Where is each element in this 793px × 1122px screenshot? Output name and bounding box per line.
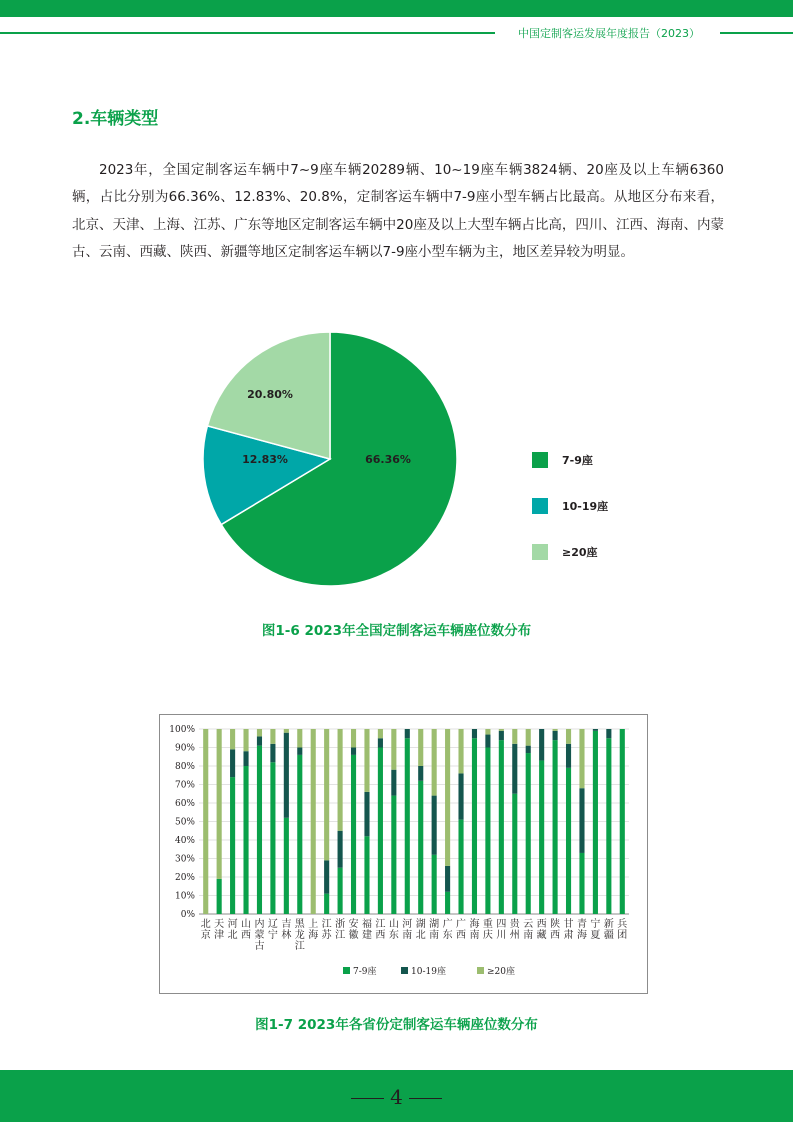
bar-segment <box>458 820 463 914</box>
bar-segment <box>485 729 490 735</box>
bar-segment <box>579 788 584 853</box>
page-number-value: 4 <box>390 1085 403 1109</box>
bar-segment <box>432 855 437 914</box>
x-tick-label: 黑 <box>294 919 305 930</box>
bar-segment <box>472 729 477 738</box>
legend-label: 10-19座 <box>411 967 446 977</box>
legend-label: 10-19座 <box>562 500 609 513</box>
x-tick-label: 古 <box>254 941 265 952</box>
bar-segment <box>257 729 262 736</box>
x-tick-label: 疆 <box>603 930 614 941</box>
bar-segment <box>579 729 584 788</box>
legend-item <box>532 544 608 560</box>
legend-label: 7-9座 <box>353 967 377 977</box>
x-tick-label: 南 <box>469 930 480 941</box>
legend-swatch <box>401 967 408 974</box>
x-tick-label: 广 <box>442 919 453 930</box>
bar-segment <box>297 755 302 914</box>
bar-segment <box>351 755 356 914</box>
bar-segment <box>243 766 248 914</box>
x-tick-label: 宁 <box>590 919 601 930</box>
bar-segment <box>445 866 450 892</box>
bar-segment <box>230 777 235 914</box>
x-tick-label: 广 <box>456 919 467 930</box>
bar-segment <box>230 749 235 777</box>
bar-segment <box>364 836 369 914</box>
x-tick-label: 浙 <box>335 919 346 930</box>
x-tick-label: 甘 <box>563 919 574 930</box>
x-tick-label: 北 <box>415 930 426 941</box>
y-tick-label: 50% <box>174 817 195 828</box>
bar-segment <box>378 738 383 747</box>
x-tick-label: 天 <box>214 919 225 930</box>
bar-segment <box>324 894 329 914</box>
x-tick-label: 陕 <box>550 919 561 930</box>
bar-segment <box>606 738 611 914</box>
body-paragraph: 2023年，全国定制客运车辆中7~9座车辆20289辆、10~19座车辆3824辆、20座及以上车辆6360辆，占比分别为66.36%、12.83%、20.8%，定制客运车辆中7-9座小型车辆占比最高。从地区分布来看，北京、天津、上海、江苏、广东等地区定制客运车辆中20座及以上大型车辆占比高，四川、江西、海南、内蒙古、云南、西藏、陕西、新疆等地区定制客运车辆以7-9座小型车辆为主，地区差异较为明显。 <box>72 162 724 260</box>
bar-segment <box>526 729 531 746</box>
bar-segment <box>257 736 262 745</box>
header-rule-right <box>720 32 793 34</box>
bar-segment <box>351 729 356 748</box>
legend-label: 7-9座 <box>562 454 593 467</box>
x-tick-label: 北 <box>200 919 211 930</box>
y-tick-label: 10% <box>174 891 195 902</box>
bar-segment <box>405 738 410 914</box>
bar-segment <box>432 729 437 796</box>
legend-swatch <box>532 544 548 560</box>
bar-segment <box>391 770 396 796</box>
y-tick-label: 20% <box>174 873 195 883</box>
y-tick-label: 60% <box>174 799 195 809</box>
x-tick-label: 川 <box>496 930 507 941</box>
y-tick-label: 80% <box>174 762 195 772</box>
bar-segment <box>593 729 598 731</box>
x-tick-label: 庆 <box>482 930 493 941</box>
x-tick-label: 西 <box>241 930 252 941</box>
x-tick-label: 江 <box>321 919 332 930</box>
bar-segment <box>338 868 343 914</box>
x-tick-label: 西 <box>375 930 386 941</box>
x-tick-label: 宁 <box>267 930 278 941</box>
x-tick-label: 福 <box>361 919 372 930</box>
x-tick-label: 吉 <box>281 919 292 930</box>
bar-segment <box>499 731 504 740</box>
x-tick-label: 南 <box>523 930 534 941</box>
legend-item <box>532 452 608 468</box>
bar-segment <box>297 748 302 755</box>
bar-segment <box>512 794 517 914</box>
stacked-bar-chart-frame <box>159 714 648 994</box>
bar-segment <box>270 744 275 763</box>
bar-segment <box>284 733 289 818</box>
x-tick-label: 蒙 <box>254 930 265 941</box>
x-tick-label: 龙 <box>294 930 305 941</box>
x-tick-label: 海 <box>308 930 319 941</box>
x-tick-label: 辽 <box>267 919 278 930</box>
y-tick-label: 100% <box>169 725 195 735</box>
x-tick-label: 湖 <box>429 919 440 930</box>
bar-segment <box>445 729 450 866</box>
bar-segment <box>566 768 571 914</box>
x-tick-label: 四 <box>496 919 507 930</box>
page-number <box>0 1085 793 1109</box>
x-tick-label: 林 <box>281 930 292 941</box>
bar-segment <box>553 740 558 914</box>
bar-segment <box>324 729 329 860</box>
bar-segment <box>364 729 369 792</box>
bar-segment <box>472 738 477 914</box>
bar-segment <box>526 753 531 914</box>
bar-segment <box>485 735 490 748</box>
x-tick-label: 京 <box>200 930 211 941</box>
y-tick-label: 30% <box>174 854 195 865</box>
section-title: 2.车辆类型 <box>72 109 159 129</box>
page-number-rule-right <box>409 1098 442 1099</box>
x-tick-label: 山 <box>388 919 399 930</box>
x-tick-label: 上 <box>308 919 319 930</box>
bar-segment <box>243 751 248 766</box>
header-rule-left <box>0 32 495 34</box>
page-number-rule-left <box>351 1098 384 1099</box>
y-tick-label: 70% <box>174 780 195 791</box>
x-tick-label: 海 <box>576 930 587 941</box>
x-tick-label: 津 <box>214 930 225 941</box>
x-tick-label: 云 <box>523 919 534 930</box>
x-tick-label: 兵 <box>617 919 628 930</box>
y-tick-label: 90% <box>174 743 195 754</box>
pie-legend <box>532 452 608 590</box>
x-tick-label: 东 <box>442 930 453 941</box>
bar-segment <box>351 748 356 755</box>
x-tick-label: 苏 <box>321 930 332 941</box>
legend-swatch <box>343 967 350 974</box>
bar-segment <box>418 766 423 781</box>
x-tick-label: 东 <box>388 930 399 941</box>
bar-segment <box>378 748 383 915</box>
y-tick-label: 40% <box>174 836 195 846</box>
bar-segment <box>284 729 289 733</box>
bar-segment <box>324 860 329 893</box>
x-tick-label: 海 <box>469 919 480 930</box>
x-tick-label: 南 <box>429 930 440 941</box>
bar-segment <box>284 818 289 914</box>
bar-segment <box>297 729 302 748</box>
bar-segment <box>270 762 275 914</box>
bar-segment <box>579 853 584 914</box>
x-tick-label: 安 <box>348 919 359 930</box>
legend-label: ≥20座 <box>562 546 598 559</box>
bar-segment <box>203 729 208 914</box>
running-header: 中国定制客运发展年度报告（2023） <box>518 27 700 40</box>
x-tick-label: 青 <box>576 919 587 930</box>
bar-segment <box>553 729 558 731</box>
legend-swatch <box>532 498 548 514</box>
bar-segment <box>485 748 490 915</box>
bar-segment <box>418 729 423 766</box>
x-tick-label: 贵 <box>509 919 520 930</box>
x-tick-label: 州 <box>509 930 520 941</box>
x-tick-label: 藏 <box>536 930 547 941</box>
bar-segment <box>499 729 504 731</box>
x-tick-label: 夏 <box>590 930 601 941</box>
x-tick-label: 重 <box>482 919 493 930</box>
bar-segment <box>606 729 611 738</box>
bar-segment <box>526 746 531 753</box>
pie-chart-area <box>190 322 470 597</box>
pie-slice-label: 66.36% <box>365 453 411 466</box>
bar-segment <box>539 760 544 914</box>
x-tick-label: 西 <box>456 930 467 941</box>
x-tick-label: 河 <box>227 919 238 930</box>
bar-segment <box>512 744 517 794</box>
x-tick-label: 江 <box>335 930 346 941</box>
x-tick-label: 新 <box>603 919 614 930</box>
x-tick-label: 湖 <box>415 919 426 930</box>
legend-label: ≥20座 <box>487 967 515 977</box>
x-tick-label: 北 <box>227 930 238 941</box>
bar-segment <box>243 729 248 751</box>
bar-segment <box>620 729 625 914</box>
bar-segment <box>539 729 544 760</box>
x-tick-label: 团 <box>617 930 628 941</box>
y-tick-label: 0% <box>180 910 195 920</box>
bar-segment <box>445 892 450 914</box>
bar-segment <box>458 773 463 819</box>
x-tick-label: 河 <box>402 919 413 930</box>
figure-caption-1-6: 图1-6 2023年全国定制客运车辆座位数分布 <box>261 623 532 639</box>
bar-segment <box>566 729 571 744</box>
pie-slice-label: 12.83% <box>242 453 288 466</box>
bar-segment <box>257 746 262 914</box>
bar-segment <box>391 729 396 770</box>
bar-segment <box>512 729 517 744</box>
pie-slice-label: 20.80% <box>247 388 293 401</box>
bar-segment <box>391 796 396 914</box>
bar-segment <box>566 744 571 768</box>
bar-segment <box>378 729 383 738</box>
top-color-band <box>0 0 793 17</box>
bar-segment <box>217 729 222 879</box>
bar-segment <box>338 729 343 831</box>
x-tick-label: 南 <box>402 930 413 941</box>
x-tick-label: 西 <box>550 930 561 941</box>
pie-chart <box>190 322 470 597</box>
stacked-bar-chart <box>160 715 646 992</box>
x-tick-label: 西 <box>536 919 547 930</box>
figure-caption-1-7: 图1-7 2023年各省份定制客运车辆座位数分布 <box>255 1017 538 1033</box>
x-tick-label: 徽 <box>348 930 359 941</box>
bar-segment <box>458 729 463 773</box>
x-tick-label: 建 <box>361 930 372 941</box>
bar-segment <box>311 729 316 914</box>
bar-segment <box>230 729 235 749</box>
bar-segment <box>217 879 222 914</box>
bar-segment <box>499 740 504 914</box>
x-tick-label: 江 <box>375 919 386 930</box>
legend-swatch <box>532 452 548 468</box>
x-tick-label: 江 <box>294 941 305 952</box>
bar-segment <box>405 729 410 738</box>
bar-segment <box>432 796 437 855</box>
bar-segment <box>593 731 598 914</box>
x-tick-label: 肃 <box>563 930 574 941</box>
x-tick-label: 内 <box>254 919 265 930</box>
bar-segment <box>270 729 275 744</box>
legend-item <box>532 498 608 514</box>
legend-swatch <box>477 967 484 974</box>
bar-segment <box>553 731 558 740</box>
bar-segment <box>364 792 369 836</box>
bar-segment <box>418 781 423 914</box>
x-tick-label: 山 <box>241 919 252 930</box>
bar-segment <box>338 831 343 868</box>
